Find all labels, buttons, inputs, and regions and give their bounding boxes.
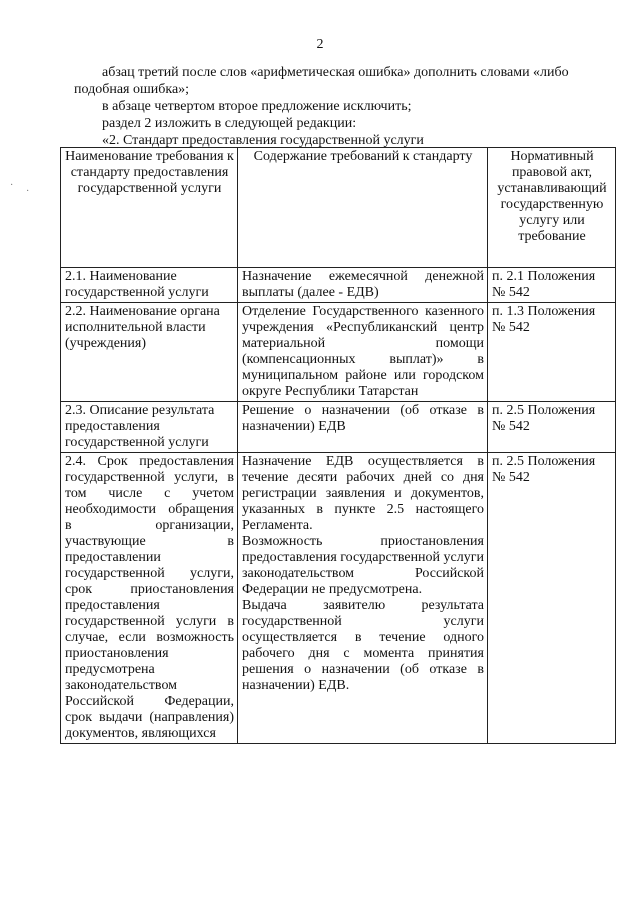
requirements-table bbox=[60, 147, 616, 744]
content-paragraph: Назначение ежемесячной денежной выплаты (далее - ЕДВ) bbox=[242, 269, 484, 300]
table-header-row bbox=[61, 148, 616, 268]
amendment-paragraph-1: абзац третий после слов «арифметическая ошибка» дополнить словами «либо подобная ошибка»; bbox=[74, 65, 569, 97]
content-paragraph: Решение о назначении (об отказе в назначении) ЕДВ bbox=[242, 403, 484, 434]
content-paragraph: Возможность приостановления предоставления государственной услуги законодательством Российской Федерации не предусмотрена. bbox=[242, 534, 484, 597]
content-paragraph: Отделение Государственного казенного учреждения «Республиканский центр материальной помощи (компенсационных выплат)» в муниципальном районе или городском округе Республики Татарстан bbox=[242, 304, 484, 399]
requirement-content-cell bbox=[238, 453, 488, 744]
scan-speck: · bbox=[26, 186, 30, 197]
normative-act-cell: п. 2.1 Положения № 542 bbox=[488, 268, 616, 303]
table-row bbox=[61, 303, 616, 402]
table-row bbox=[61, 402, 616, 453]
content-paragraph: Выдача заявителю результата государственной услуги осуществляется в течение одного рабочего дня с момента принятия решения о назначении (об отказе в назначении) ЕДВ. bbox=[242, 598, 484, 693]
section-heading: «2. Стандарт предоставления государственной услуги bbox=[102, 133, 424, 148]
table-row bbox=[61, 453, 616, 744]
requirement-name-cell: 2.2. Наименование органа исполнительной власти (учреждения) bbox=[61, 303, 238, 402]
amendment-paragraph-3: раздел 2 изложить в следующей редакции: bbox=[102, 116, 357, 131]
requirement-content-cell bbox=[238, 303, 488, 402]
requirement-content-cell bbox=[238, 268, 488, 303]
header-requirement-content: Содержание требований к стандарту bbox=[238, 148, 488, 268]
table-row bbox=[61, 268, 616, 303]
requirement-name-cell: 2.4. Срок предоставления государственной услуги, в том числе с учетом необходимости обращения в организации, участвующие в предоставлении государственной услуги, срок приостановления предоставления государственной услуги в случае, если возможность приостановления предусмотрена законодательством Российской Федерации, срок выдачи (направления) документов, являющихся bbox=[61, 453, 238, 744]
page-number: 2 bbox=[316, 37, 324, 52]
requirement-name-cell: 2.3. Описание результата предоставления государственной услуги bbox=[61, 402, 238, 453]
header-requirement-name: Наименование требования к стандарту предоставления государственной услуги bbox=[61, 148, 238, 268]
header-normative-act: Нормативный правовой акт, устанавливающий государственную услугу или требование bbox=[488, 148, 616, 268]
amendment-paragraph-2: в абзаце четвертом второе предложение исключить; bbox=[102, 99, 412, 114]
content-paragraph: Назначение ЕДВ осуществляется в течение десяти рабочих дней со дня регистрации заявления и документов, указанных в пункте 2.5 настоящего Регламента. bbox=[242, 454, 484, 533]
normative-act-cell: п. 1.3 Положения № 542 bbox=[488, 303, 616, 402]
normative-act-cell: п. 2.5 Положения № 542 bbox=[488, 402, 616, 453]
normative-act-cell: п. 2.5 Положения № 542 bbox=[488, 453, 616, 744]
requirement-content-cell bbox=[238, 402, 488, 453]
scan-speck: · bbox=[10, 180, 14, 191]
requirement-name-cell: 2.1. Наименование государственной услуги bbox=[61, 268, 238, 303]
